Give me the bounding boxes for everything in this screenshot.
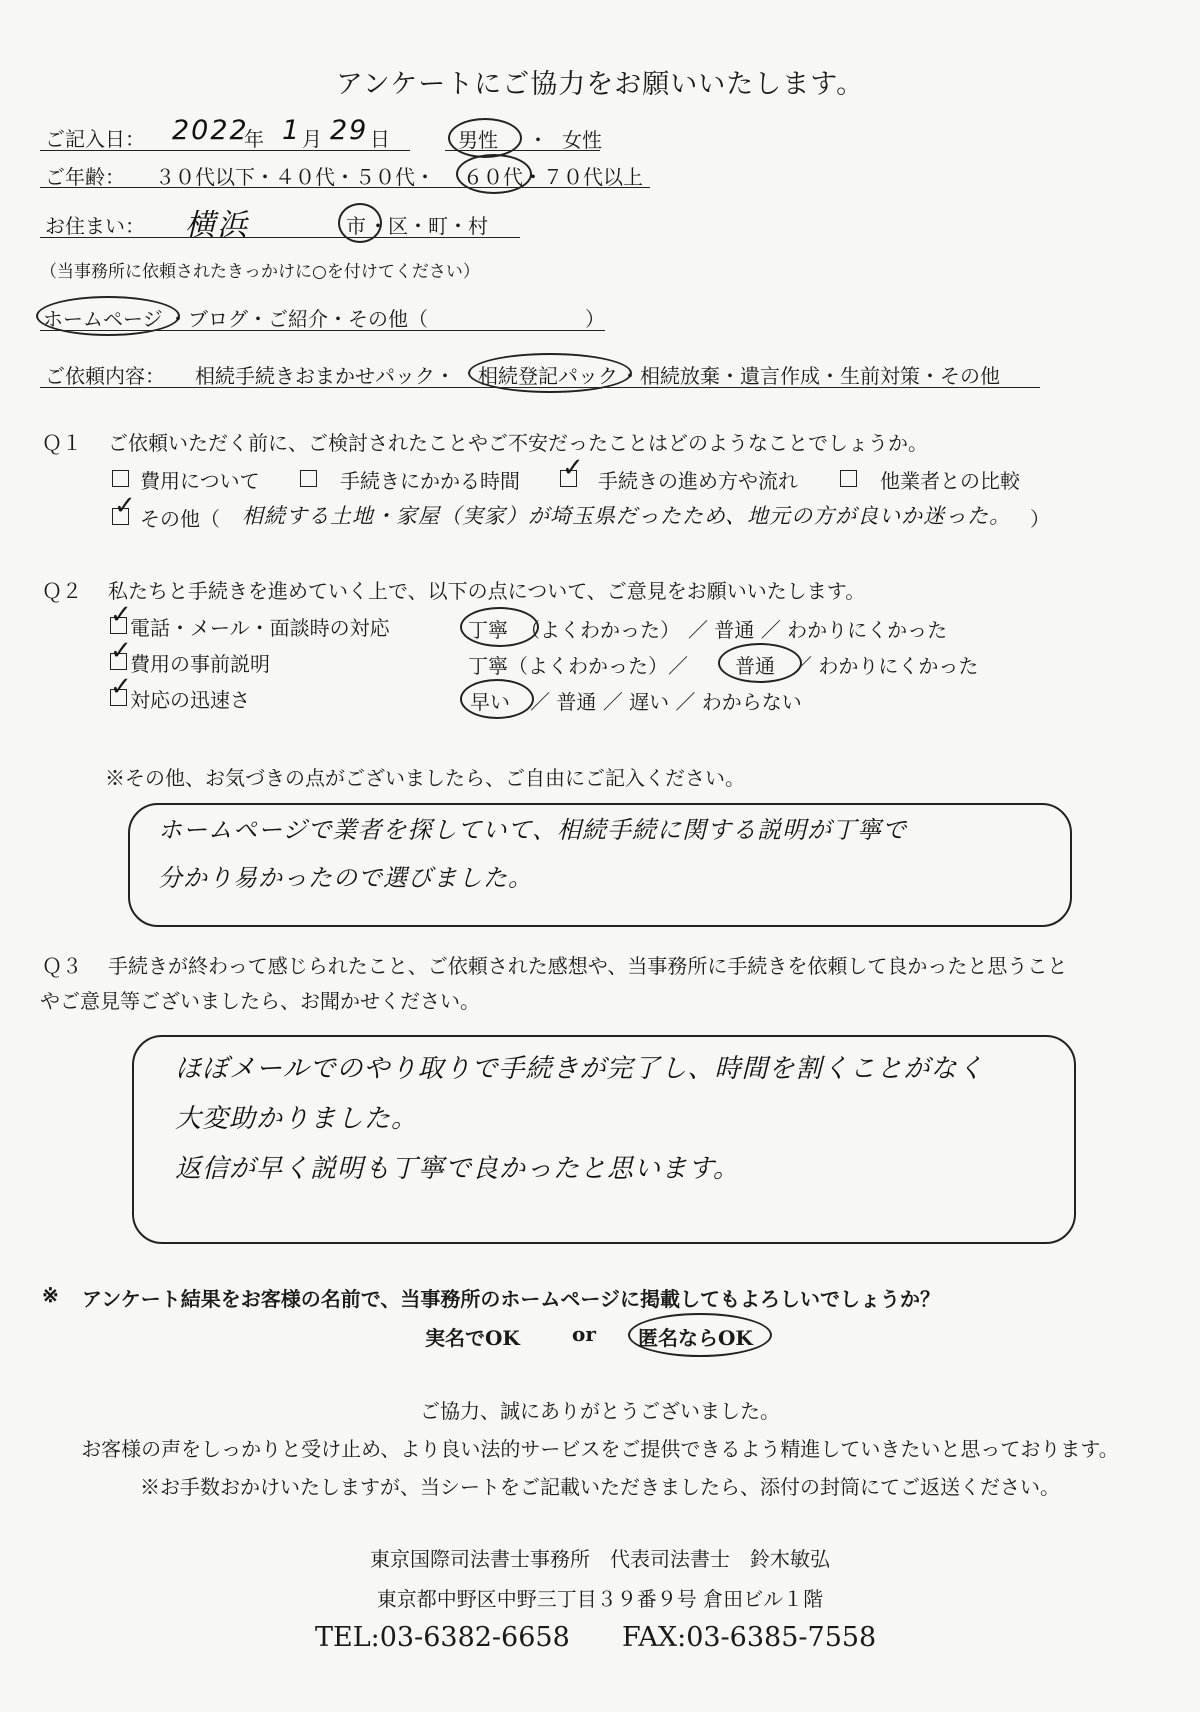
request-rest[interactable]: ・相続放棄・遺言作成・生前対策・その他	[620, 364, 1000, 388]
q1-option-4-label: 他業者との比較	[880, 469, 1020, 493]
gender-female[interactable]: 女性	[562, 128, 602, 152]
request-underline	[40, 387, 1040, 388]
office-address: 東京都中野区中野三丁目３９番９号 倉田ビル１階	[376, 1587, 824, 1611]
date-underline	[40, 150, 410, 151]
q2-row3-option-a[interactable]: 早い	[470, 690, 510, 714]
publish-option-anon[interactable]: 匿名ならOK	[638, 1326, 753, 1350]
request-label: ご依頼内容：	[45, 364, 165, 388]
q2-row1-option-c[interactable]: ／ 普通 ／ わかりにくかった	[688, 618, 948, 642]
q2-row1-option-a[interactable]: 丁寧	[468, 618, 508, 642]
publish-or: or	[572, 1322, 596, 1346]
referral-rest[interactable]: ・ブログ・ご紹介・その他（	[168, 307, 428, 331]
q1-option-3-label: 手続きの進め方や流れ	[598, 469, 798, 493]
q2-row2-option-c[interactable]: ／ わかりにくかった	[792, 654, 979, 678]
q1-other-text[interactable]: 相続する土地・家屋（実家）が埼玉県だったため、地元の方が良いか迷った。	[242, 504, 1012, 528]
thanks-line-3: ※お手数おかけいたしますが、当シートをご記載いただきましたら、添付の封筒にてご返送ください。	[140, 1475, 1060, 1499]
date-year[interactable]: 2022	[172, 115, 249, 146]
q2-row3-label: 対応の迅速さ	[130, 688, 250, 712]
publish-option-real[interactable]: 実名でOK	[425, 1326, 520, 1350]
thanks-line-1: ご協力、誠にありがとうございました。	[420, 1399, 780, 1423]
q2-row2-option-a[interactable]: 丁寧（よくわかった）／	[468, 654, 688, 678]
office-fax: FAX:03-6385-7558	[622, 1622, 877, 1653]
q3-answer-line-3: 返信が早く説明も丁寧で良かったと思います。	[175, 1154, 740, 1184]
q2-row1-label: 電話・メール・面談時の対応	[130, 616, 390, 640]
referral-underline	[40, 330, 605, 331]
q2-free-line-1: ホームページで業者を探していて、相続手続に関する説明が丁寧で	[158, 816, 908, 844]
q2-row2-check-icon: ✓	[110, 636, 132, 666]
residence-rest[interactable]: ・区・町・村	[368, 214, 488, 238]
date-day[interactable]: 29	[330, 115, 369, 146]
q2-row3-check-icon: ✓	[110, 672, 132, 702]
age-underline	[40, 187, 650, 188]
referral-selected[interactable]: ホームページ	[43, 307, 163, 331]
request-option-1[interactable]: 相続手続きおまかせパック・	[195, 364, 455, 388]
q1-option-1-label: 費用について	[140, 469, 260, 493]
gender-underline	[445, 150, 600, 151]
q1-question: ご依頼いただく前に、ご検討されたことやご不安だったことはどのようなことでしょうか。	[108, 431, 928, 455]
q2-row2-label: 費用の事前説明	[130, 652, 270, 676]
date-day-unit: 日	[370, 127, 390, 151]
residence-underline	[40, 237, 520, 238]
date-label: ご記入日：	[45, 127, 145, 151]
age-options-2[interactable]: ・７０代以上	[523, 165, 643, 189]
q3-answer-line-1: ほぼメールでのやり取りで手続きが完了し、時間を割くことがなく	[175, 1054, 985, 1084]
publish-mark: ※	[42, 1283, 59, 1307]
q2-row1-check-icon: ✓	[110, 600, 132, 630]
referral-note: （当事務所に依頼されたきっかけに○を付けてください）	[40, 262, 480, 282]
q2-question: 私たちと手続きを進めていく上で、以下の点について、ご意見をお願いいたします。	[108, 579, 866, 603]
survey-title: アンケートにご協力をお願いいたします。	[335, 69, 865, 100]
q3-answer-line-2: 大変助かりました。	[175, 1104, 419, 1134]
date-month-unit: 月	[302, 127, 322, 151]
q1-other-check-icon: ✓	[114, 491, 136, 521]
date-month[interactable]: 1	[282, 115, 302, 146]
q2-row2-option-b[interactable]: 普通	[735, 654, 775, 678]
office-tel: TEL:03-6382-6658	[315, 1622, 570, 1653]
q1-other-close: ）	[1030, 507, 1050, 531]
age-options-1[interactable]: ３０代以下・４０代・５０代・	[155, 165, 435, 189]
date-year-unit: 年	[244, 127, 264, 151]
thanks-line-2: お客様の声をしっかりと受け止め、より良い法的サービスをご提供できるよう精進していきたいと思っております。	[81, 1437, 1119, 1461]
residence-value[interactable]: 横浜	[185, 208, 249, 243]
q2-free-line-2: 分かり易かったので選びました。	[158, 864, 533, 892]
gender-male[interactable]: 男性	[458, 128, 498, 152]
q1-option-4-checkbox[interactable]	[840, 470, 857, 491]
q3-number: Ｑ３	[42, 954, 82, 978]
residence-label: お住まい：	[45, 214, 145, 238]
q1-option-2-label: 手続きにかかる時間	[340, 469, 520, 493]
gender-sep: ・	[528, 128, 548, 152]
referral-close: ）	[585, 307, 605, 331]
q1-number: Ｑ１	[42, 431, 82, 455]
q2-free-prompt: ※その他、お気づきの点がございましたら、ご自由にご記入ください。	[105, 766, 745, 790]
q3-question-line-1: 手続きが終わって感じられたこと、ご依頼された感想や、当事務所に手続きを依頼して良かったと思うこと	[108, 954, 1068, 978]
office-name: 東京国際司法書士事務所 代表司法書士 鈴木敏弘	[370, 1547, 830, 1571]
q2-row1-option-b: （よくわかった）	[520, 618, 680, 642]
q2-row3-option-b[interactable]: ／ 普通 ／ 遅い ／ わからない	[530, 690, 802, 714]
q1-option-3-check-icon: ✓	[562, 453, 584, 483]
q3-question-line-2: やご意見等ございましたら、お聞かせください。	[40, 989, 480, 1013]
q1-option-2-checkbox[interactable]	[300, 470, 317, 491]
age-label: ご年齢：	[45, 165, 125, 189]
request-selected[interactable]: 相続登記パック	[478, 364, 618, 388]
q1-other-label: その他（	[140, 507, 220, 531]
q2-number: Ｑ２	[42, 579, 82, 603]
q1-option-1-checkbox[interactable]	[112, 470, 129, 491]
publish-question: アンケート結果をお客様の名前で、当事務所のホームページに掲載してもよろしいでしょうか？	[82, 1287, 940, 1311]
age-selected[interactable]: ６０代	[463, 165, 523, 189]
residence-city[interactable]: 市	[346, 214, 366, 238]
